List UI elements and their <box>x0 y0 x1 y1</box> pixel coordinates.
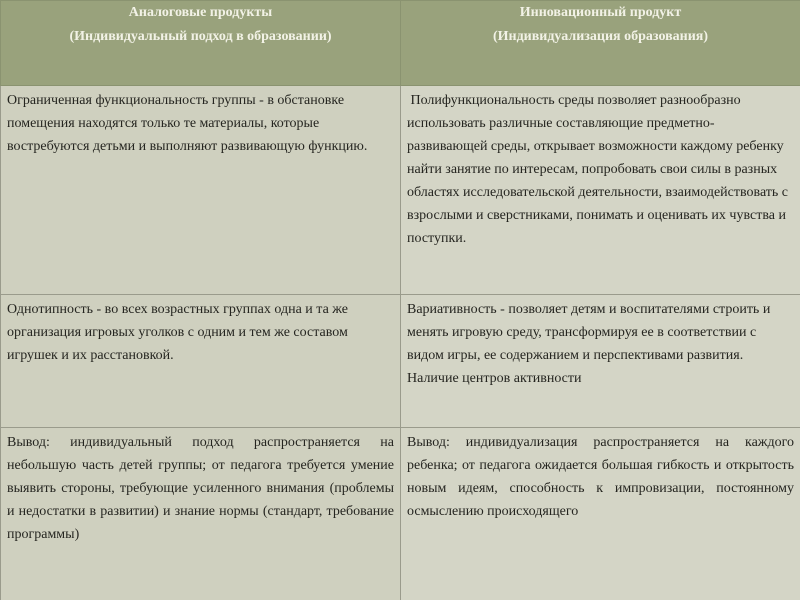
header-cell-analog <box>1 1 401 86</box>
row-cell-innovative: Вариативность - позволяет детям и воспитателями строить и менять игровую среду, трансформируя ее в соответствии с видом игры, ее содержанием и перспективами развития. Наличие центров активности <box>401 295 800 428</box>
header-innovative-subtitle: (Индивидуализация образования) <box>492 29 709 44</box>
row-cell-analog: Ограниченная функциональность группы - в обстановке помещения находятся только те материалы, которые востребуются детьми и выполняют развивающую функцию. <box>1 86 401 295</box>
conclusion-cell-analog: Вывод: индивидуальный подход распространяется на небольшую часть детей группы; от педагога требуется умение выявить стороны, требующие усиленного внимания (проблемы и недостатки в развитии) и знание нормы (стандарт, требование программы) <box>1 428 401 600</box>
table-header-row <box>1 1 800 86</box>
header-innovative-title: Инновационный продукт <box>519 5 682 20</box>
row-cell-analog: Однотипность - во всех возрастных группах одна и та же организация игровых уголков с одним и тем же составом игрушек и их расстановкой. <box>1 295 401 428</box>
conclusion-cell-innovative: Вывод: индивидуализация распространяется на каждого ребенка; от педагога ожидается большая гибкость и открытость новым идеям, способность к импровизации, постоянному осмыслению происходящего <box>401 428 800 600</box>
header-analog-subtitle: (Индивидуальный подход в образовании) <box>69 29 332 44</box>
header-cell-innovative <box>401 1 800 86</box>
table-row <box>1 428 800 600</box>
row-cell-innovative: Полифункциональность среды позволяет разнообразно использовать различные составляющие предметно-развивающей среды, открывает возможности каждому ребенку найти занятие по интересам, попробовать свои силы в разных областях исследовательской деятельности, взаимодействовать с взрослыми и сверстниками, понимать и оценивать их чувства и поступки. <box>401 86 800 295</box>
table-row <box>1 295 800 428</box>
table-row <box>1 86 800 295</box>
header-analog-title: Аналоговые продукты <box>128 5 273 20</box>
